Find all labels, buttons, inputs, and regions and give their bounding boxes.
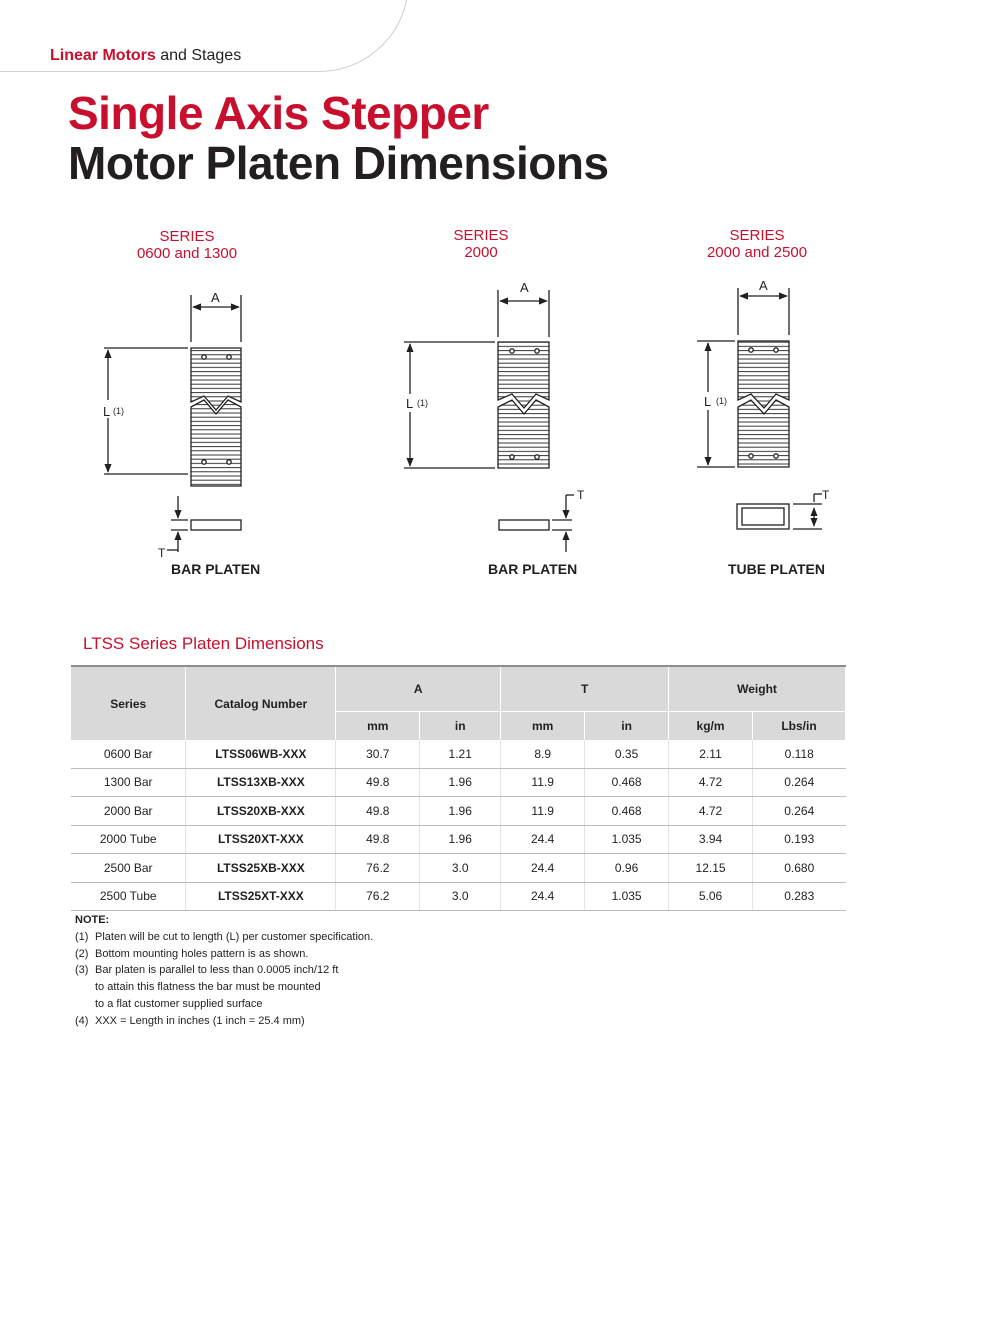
cell-a-in: 3.0 [420,854,501,883]
header-weight: Weight [669,666,846,712]
note-item [75,929,373,946]
table-row [71,797,846,826]
note-number: (1) [75,930,89,943]
platen-dimensions-table [71,665,846,911]
cell-catalog: LTSS20XT-XXX [186,825,336,854]
cell-weight-lbsin: 0.264 [753,768,846,797]
cell-t-in: 1.035 [585,882,669,911]
cell-weight-kgm: 12.15 [669,854,753,883]
section-header-rest: and Stages [155,47,242,64]
diagram-2-label: BAR PLATEN [488,561,578,577]
diagram-1-t-label: T [158,546,166,560]
cell-t-mm: 11.9 [501,797,585,826]
subheader-a-mm: mm [336,712,420,741]
diagram-3-series-line2: 2000 and 2500 [706,244,808,261]
cell-t-in: 0.35 [585,740,669,768]
page-title-line2: Motor Platen Dimensions [68,137,609,189]
cell-a-mm: 49.8 [336,825,420,854]
cell-weight-kgm: 5.06 [669,882,753,911]
diagram-1-series-line1: SERIES [159,228,215,245]
diagram-1-a-label: A [211,290,220,305]
page-title-line1: Single Axis Stepper [68,87,489,139]
cell-catalog: LTSS25XT-XXX [186,882,336,911]
cell-weight-kgm: 3.94 [669,825,753,854]
table-row [71,854,846,883]
cell-a-mm: 49.8 [336,768,420,797]
table-row [71,768,846,797]
diagram-1-series-line2: 0600 and 1300 [136,245,238,262]
cell-series: 2000 Tube [71,825,186,854]
header-catalog: Catalog Number [186,666,336,740]
cell-t-mm: 24.4 [501,854,585,883]
cell-series: 2500 Bar [71,854,186,883]
cell-t-mm: 11.9 [501,768,585,797]
diagram-2-a-label: A [520,280,529,295]
table-title: LTSS Series Platen Dimensions [83,634,324,653]
diagram-2-t-label: T [577,488,585,502]
cell-catalog: LTSS25XB-XXX [186,854,336,883]
diagram-2-l-label: L [406,396,414,411]
cell-catalog: LTSS06WB-XXX [186,740,336,768]
cell-a-in: 1.96 [420,797,501,826]
cell-weight-kgm: 4.72 [669,768,753,797]
diagram-1-platen-top-view [104,295,241,486]
diagram-3-label: TUBE PLATEN [728,561,825,577]
cell-series: 1300 Bar [71,768,186,797]
diagram-3-tube-end-view [737,494,822,529]
header-series: Series [71,666,186,740]
diagram-3-l-label: L [704,394,712,409]
cell-a-in: 1.21 [420,740,501,768]
note-item [75,962,373,979]
diagram-2-series-line2: 2000 [464,244,498,261]
table-row [71,882,846,911]
header-t: T [501,666,669,712]
cell-t-mm: 8.9 [501,740,585,768]
note-number: (3) [75,964,89,977]
diagram-3-t-label: T [822,488,830,502]
diagram-3-platen-top-view [697,288,789,467]
diagram-2-series-line1: SERIES [453,227,509,244]
diagram-1-label: BAR PLATEN [171,561,261,577]
diagram-2-l-note: (1) [417,398,428,408]
cell-a-mm: 49.8 [336,797,420,826]
cell-weight-lbsin: 0.283 [753,882,846,911]
cell-series: 2500 Tube [71,882,186,911]
note-text-continued: to a flat customer supplied surface [95,997,263,1010]
note-text: Bottom mounting holes pattern is as shown. [95,947,309,960]
note-text: Platen will be cut to length (L) per customer specification. [95,930,374,943]
cell-weight-lbsin: 0.264 [753,797,846,826]
diagram-1-l-label: L [103,404,111,419]
header-a: A [336,666,501,712]
table-header-row [71,666,846,712]
cell-a-in: 3.0 [420,882,501,911]
diagram-1-l-note: (1) [113,406,124,416]
diagram-3-l-note: (1) [716,396,727,406]
diagram-3-series-line1: SERIES [729,227,785,244]
cell-weight-lbsin: 0.118 [753,740,846,768]
note-item [75,946,373,963]
notes [75,912,373,1030]
cell-a-in: 1.96 [420,825,501,854]
table-row [71,825,846,854]
note-text: Bar platen is parallel to less than 0.0005 inch/12 ft [95,964,339,977]
note-item [75,1013,373,1030]
subheader-weight-kgm: kg/m [669,712,753,741]
note-number: (4) [75,1014,89,1027]
platen-drawings [0,0,1000,600]
cell-a-mm: 76.2 [336,854,420,883]
cell-t-in: 0.468 [585,797,669,826]
cell-weight-lbsin: 0.193 [753,825,846,854]
diagram-3-a-label: A [759,278,768,293]
cell-weight-lbsin: 0.680 [753,854,846,883]
diagram-1-platen-end-view [167,496,241,552]
cell-t-in: 0.468 [585,768,669,797]
table-row [71,740,846,768]
subheader-weight-lbsin: Lbs/in [753,712,846,741]
note-text: XXX = Length in inches (1 inch = 25.4 mm) [95,1014,305,1027]
diagram-2-platen-top-view [404,290,549,468]
cell-a-mm: 30.7 [336,740,420,768]
cell-weight-kgm: 4.72 [669,797,753,826]
cell-t-mm: 24.4 [501,882,585,911]
note-number: (2) [75,947,89,960]
subheader-a-in: in [420,712,501,741]
section-header-accent: Linear Motors [50,47,156,64]
cell-t-in: 1.035 [585,825,669,854]
cell-series: 0600 Bar [71,740,186,768]
diagram-2-platen-end-view [499,495,574,552]
cell-catalog: LTSS20XB-XXX [186,797,336,826]
subheader-t-mm: mm [501,712,585,741]
cell-series: 2000 Bar [71,797,186,826]
cell-a-in: 1.96 [420,768,501,797]
cell-weight-kgm: 2.11 [669,740,753,768]
cell-a-mm: 76.2 [336,882,420,911]
cell-catalog: LTSS13XB-XXX [186,768,336,797]
cell-t-mm: 24.4 [501,825,585,854]
subheader-t-in: in [585,712,669,741]
cell-t-in: 0.96 [585,854,669,883]
notes-title: NOTE: [75,914,110,926]
note-text-continued: to attain this flatness the bar must be mounted [95,981,321,994]
